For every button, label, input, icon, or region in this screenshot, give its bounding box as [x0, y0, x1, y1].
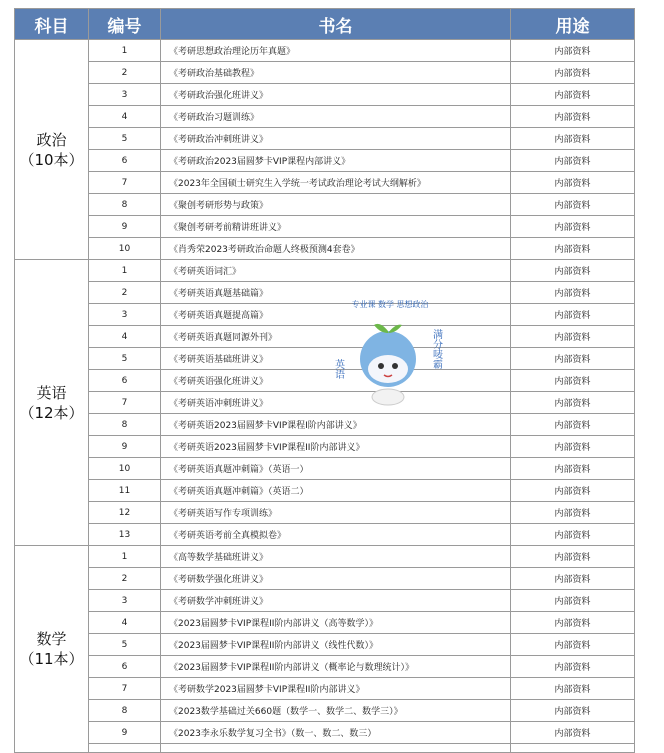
row-number: 10	[89, 238, 161, 260]
table-row	[15, 150, 635, 172]
table-row	[15, 238, 635, 260]
usage-cell: 内部资料	[511, 216, 635, 238]
usage-cell: 内部资料	[511, 348, 635, 370]
table-row	[15, 84, 635, 106]
table-row	[15, 348, 635, 370]
row-number: 6	[89, 150, 161, 172]
usage-cell: 内部资料	[511, 678, 635, 700]
subject-count: （12本）	[19, 403, 84, 422]
book-title: 《2023届圆梦卡VIP课程II阶内部讲义（概率论与数理统计）》	[161, 656, 511, 678]
row-number: 9	[89, 216, 161, 238]
row-number: 6	[89, 370, 161, 392]
usage-cell: 内部资料	[511, 282, 635, 304]
table-row	[15, 172, 635, 194]
row-number: 3	[89, 304, 161, 326]
book-title: 《聚创考研考前精讲班讲义》	[161, 216, 511, 238]
row-number: 7	[89, 678, 161, 700]
table-header-row	[15, 9, 635, 40]
book-title: 《考研英语考前全真模拟卷》	[161, 524, 511, 546]
usage-cell: 内部资料	[511, 590, 635, 612]
row-number: 10	[89, 458, 161, 480]
book-title: 《2023年全国硕士研究生入学统一考试政治理论考试大纲解析》	[161, 172, 511, 194]
table-row	[15, 656, 635, 678]
mascot-eye-left	[378, 363, 384, 369]
subject-cell	[15, 40, 89, 260]
usage-cell: 内部资料	[511, 656, 635, 678]
subject-name: 政治	[36, 130, 67, 149]
usage-cell: 内部资料	[511, 62, 635, 84]
sticker-arc-text: 专业课 数学 思想政治	[351, 300, 429, 309]
usage-cell: 内部资料	[511, 172, 635, 194]
row-number: 11	[89, 480, 161, 502]
header-number: 编号	[89, 9, 161, 40]
table-row	[15, 304, 635, 326]
book-title: 《考研政治2023届圆梦卡VIP课程内部讲义》	[161, 150, 511, 172]
book-title: 《考研思想政治理论历年真题》	[161, 40, 511, 62]
table-row	[15, 546, 635, 568]
row-number: 7	[89, 172, 161, 194]
book-title: 《考研英语2023届圆梦卡VIP课程I阶内部讲义》	[161, 414, 511, 436]
row-number: 2	[89, 282, 161, 304]
usage-cell: 内部资料	[511, 700, 635, 722]
book-title: 《肖秀荣2023考研政治命题人终极预测4套卷》	[161, 238, 511, 260]
row-number: 4	[89, 106, 161, 128]
book-title: 《聚创考研形势与政策》	[161, 194, 511, 216]
book-title: 《考研数学冲刺班讲义》	[161, 590, 511, 612]
table-body	[15, 40, 635, 753]
sticker-right-text: 满分唛霸	[430, 329, 442, 369]
book-title: 《2023数学基础过关660题（数学一、数学二、数学三）》	[161, 700, 511, 722]
subject-count: （10本）	[19, 150, 84, 169]
book-title: 《2023届圆梦卡VIP课程II阶内部讲义（高等数学）》	[161, 612, 511, 634]
table-row	[15, 40, 635, 62]
subject-cell	[15, 546, 89, 753]
row-number: 9	[89, 436, 161, 458]
table-row	[15, 700, 635, 722]
table-row	[15, 414, 635, 436]
usage-cell: 内部资料	[511, 568, 635, 590]
row-number: 3	[89, 590, 161, 612]
row-number: 2	[89, 62, 161, 84]
row-number: 1	[89, 546, 161, 568]
usage-cell: 内部资料	[511, 150, 635, 172]
row-number: 9	[89, 722, 161, 744]
book-title: 《考研英语词汇》	[161, 260, 511, 282]
header-use: 用途	[511, 9, 635, 40]
row-number: 8	[89, 700, 161, 722]
table-row	[15, 326, 635, 348]
usage-cell: 内部资料	[511, 194, 635, 216]
table-row	[15, 392, 635, 414]
mascot-face	[368, 355, 408, 383]
table-row	[15, 590, 635, 612]
book-title: 《考研英语基础班讲义》	[161, 348, 511, 370]
table-row	[15, 370, 635, 392]
book-title: 《考研政治基础教程》	[161, 62, 511, 84]
usage-cell: 内部资料	[511, 546, 635, 568]
usage-cell: 内部资料	[511, 84, 635, 106]
usage-cell: 内部资料	[511, 370, 635, 392]
table-row	[15, 480, 635, 502]
book-title: 《考研英语写作专项训练》	[161, 502, 511, 524]
table-row	[15, 194, 635, 216]
book-title: 《2023李永乐数学复习全书》（数一、数二、数三）	[161, 722, 511, 744]
row-number: 13	[89, 524, 161, 546]
book-title: 《考研政治冲刺班讲义》	[161, 128, 511, 150]
table-row	[15, 128, 635, 150]
usage-cell: 内部资料	[511, 40, 635, 62]
usage-cell: 内部资料	[511, 260, 635, 282]
row-number: 5	[89, 634, 161, 656]
book-title: 《2023届圆梦卡VIP课程II阶内部讲义（线性代数）》	[161, 634, 511, 656]
table-row	[15, 568, 635, 590]
row-number: 8	[89, 194, 161, 216]
table-row	[15, 260, 635, 282]
book-title: 《考研政治强化班讲义》	[161, 84, 511, 106]
table-row	[15, 216, 635, 238]
mascot-eye-right	[392, 363, 398, 369]
book-title: 《考研英语强化班讲义》	[161, 370, 511, 392]
subject-name: 数学	[36, 630, 67, 648]
usage-cell: 内部资料	[511, 392, 635, 414]
row-number: 6	[89, 656, 161, 678]
table-row	[15, 106, 635, 128]
book-title: 《考研英语真题冲刺篇》（英语二）	[161, 480, 511, 502]
usage-cell: 内部资料	[511, 612, 635, 634]
row-number: 8	[89, 414, 161, 436]
usage-cell: 内部资料	[511, 106, 635, 128]
mascot-sticker	[330, 293, 450, 413]
usage-cell: 内部资料	[511, 304, 635, 326]
table-row	[15, 502, 635, 524]
row-number: 1	[89, 40, 161, 62]
book-title: 《考研英语真题冲刺篇》（英语一）	[161, 458, 511, 480]
header-title: 书名	[161, 9, 511, 40]
row-number: 5	[89, 348, 161, 370]
row-number: 1	[89, 260, 161, 282]
book-title: 《考研英语2023届圆梦卡VIP课程II阶内部讲义》	[161, 436, 511, 458]
usage-cell: 内部资料	[511, 524, 635, 546]
row-number: 7	[89, 392, 161, 414]
mascot-sprout	[374, 324, 402, 333]
usage-cell: 内部资料	[511, 722, 635, 744]
table-row	[15, 282, 635, 304]
subject-cell	[15, 260, 89, 546]
table-row	[15, 678, 635, 700]
usage-cell: 内部资料	[511, 502, 635, 524]
book-title: 《考研政治习题训练》	[161, 106, 511, 128]
table-row	[15, 62, 635, 84]
subject-count: （11本）	[19, 650, 84, 668]
book-title: 《考研数学2023届圆梦卡VIP课程II阶内部讲义》	[161, 678, 511, 700]
row-number: 4	[89, 612, 161, 634]
usage-cell: 内部资料	[511, 436, 635, 458]
table-row	[15, 458, 635, 480]
usage-cell: 内部资料	[511, 414, 635, 436]
book-title: 《考研英语真题同源外刊》	[161, 326, 511, 348]
sticker-left-text: 英语	[332, 359, 344, 379]
book-list-table	[14, 8, 635, 753]
usage-cell: 内部资料	[511, 480, 635, 502]
table-row	[15, 524, 635, 546]
book-title: 《考研英语真题提高篇》	[161, 304, 511, 326]
row-number: 3	[89, 84, 161, 106]
usage-cell: 内部资料	[511, 634, 635, 656]
subject-name: 英语	[36, 383, 67, 402]
row-number: 12	[89, 502, 161, 524]
table-row	[15, 436, 635, 458]
usage-cell: 内部资料	[511, 326, 635, 348]
table-row	[15, 612, 635, 634]
table-row	[15, 634, 635, 656]
book-title: 《考研英语真题基础篇》	[161, 282, 511, 304]
header-subject: 科目	[15, 9, 89, 40]
mascot-body	[372, 389, 404, 405]
book-title: 《高等数学基础班讲义》	[161, 546, 511, 568]
row-number: 4	[89, 326, 161, 348]
book-title: 《考研数学强化班讲义》	[161, 568, 511, 590]
row-number: 2	[89, 568, 161, 590]
usage-cell: 内部资料	[511, 238, 635, 260]
table-row	[15, 722, 635, 744]
usage-cell: 内部资料	[511, 128, 635, 150]
book-title: 《考研英语冲刺班讲义》	[161, 392, 511, 414]
usage-cell: 内部资料	[511, 458, 635, 480]
row-number: 5	[89, 128, 161, 150]
